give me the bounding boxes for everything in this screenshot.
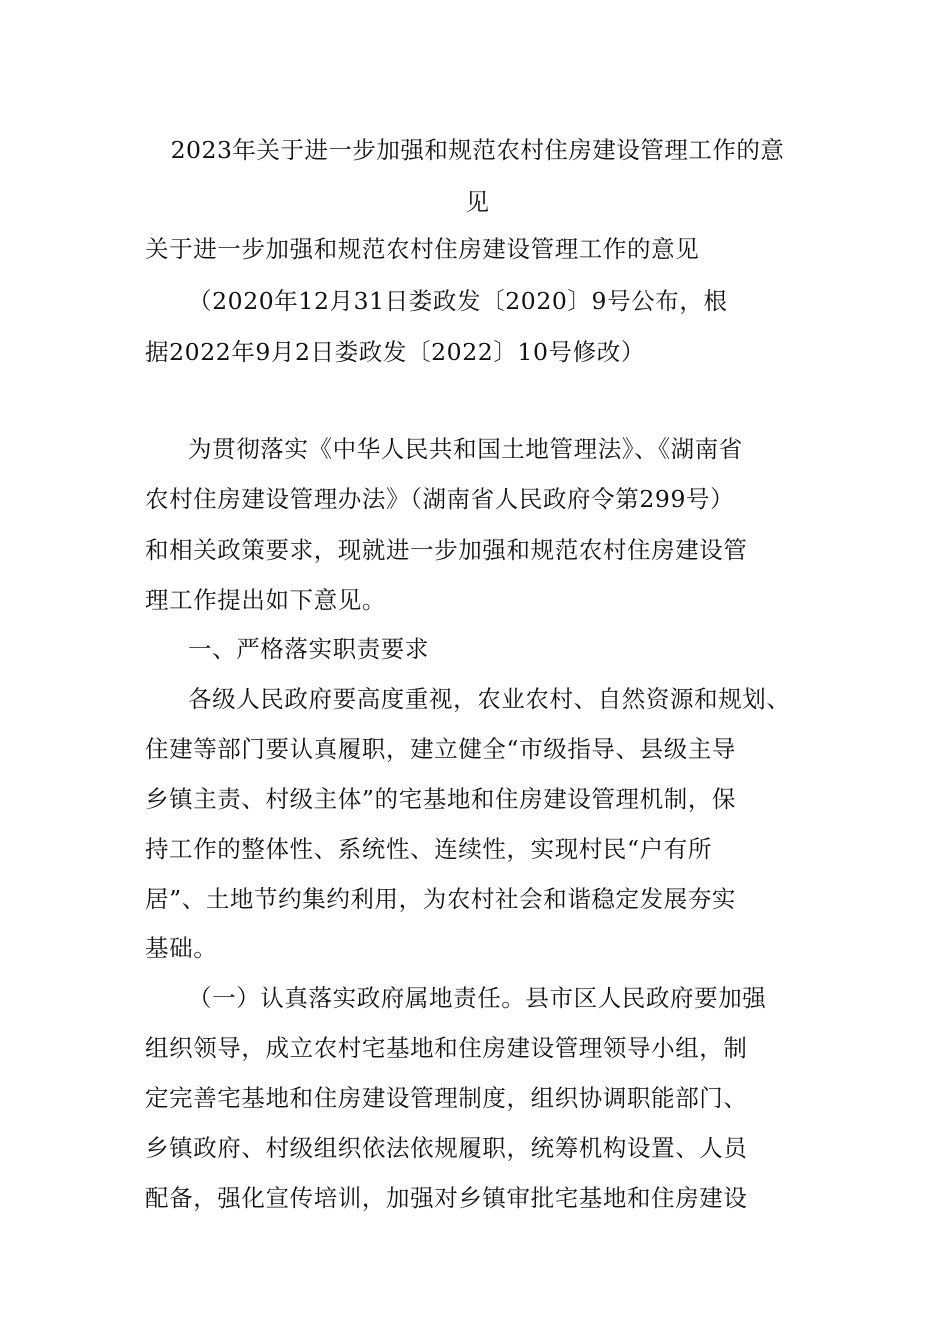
section-1-line-3: 乡镇主责、村级主体”的宅基地和住房建设管理机制，保 [145,785,737,813]
issuance-note-line-2: 据2022年9月2日娄政发〔2022〕10号修改） [145,338,645,366]
section-1-heading: 一、严格落实职责要求 [188,635,429,663]
item-1-line-2: 组织领导，成立农村宅基地和住房建设管理领导小组，制 [145,1034,748,1062]
section-1-line-6: 基础。 [145,934,218,962]
section-1-line-1: 各级人民政府要高度重视，农业农村、自然资源和规划、 [188,685,791,713]
item-1-line-3: 定完善宅基地和住房建设管理制度，组织协调职能部门、 [145,1084,748,1112]
section-1-line-4: 持工作的整体性、系统性、连续性，实现村民“户有所 [145,835,712,863]
item-1-line-1: （一）认真落实政府属地责任。县市区人民政府要加强 [188,984,767,1012]
section-1-line-2: 住建等部门要认真履职，建立健全“市级指导、县级主导 [145,735,737,763]
document-title-line-2: 见 [465,188,490,216]
document-title-line-1: 2023年关于进一步加强和规范农村住房建设管理工作的意 [170,136,785,164]
intro-line-1: 为贯彻落实《中华人民共和国土地管理法》、《湖南省 [188,435,743,463]
intro-line-3: 和相关政策要求，现就进一步加强和规范农村住房建设管 [145,536,748,564]
document-subtitle: 关于进一步加强和规范农村住房建设管理工作的意见 [145,235,700,263]
item-1-line-5: 配备，强化宣传培训，加强对乡镇审批宅基地和住房建设 [145,1184,748,1212]
intro-line-4: 理工作提出如下意见。 [145,586,386,614]
issuance-note-line-1: （2020年12月31日娄政发〔2020〕9号公布，根 [188,287,728,315]
item-1-line-4: 乡镇政府、村级组织依法依规履职，统筹机构设置、人员 [145,1134,748,1162]
section-1-line-5: 居”、土地节约集约利用，为农村社会和谐稳定发展夯实 [145,885,737,913]
intro-line-2: 农村住房建设管理办法》（湖南省人民政府令第299号） [145,485,735,513]
